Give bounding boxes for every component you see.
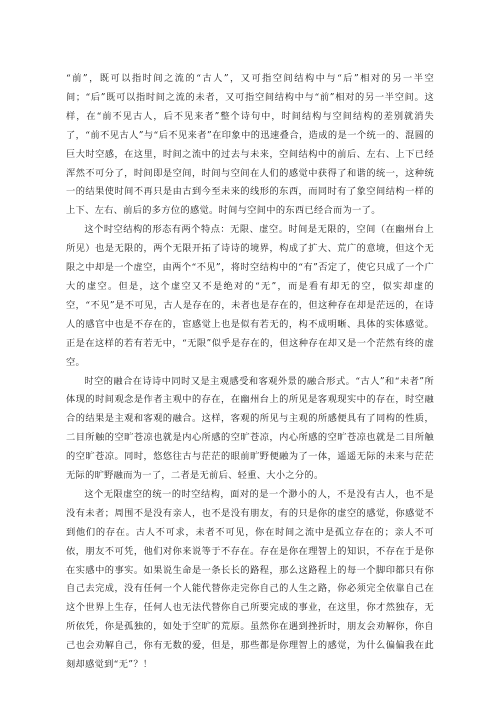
paragraph: 时空的融合在诗诗中同时又是主观感受和客观外景的融合形式。“古人”和“未者”所体现的时间观念是作者主观中的存在，在幽州台上的所见是客观现实中的存在，时空融合的结果是主观和客观的融合。这样，客观的所见与主观的所感便具有了同构的性质，二目所触的空旷苍凉也就是内心所感的空旷苍凉，内心所感的空旷苍凉也就是二目所触的空旷苍凉。同时，悠悠往古与茫茫的眼前旷野便融为了一体，遥遥无际的未来与茫茫无际的旷野融而为一了，二者是无前后、轻重、大小之分的。 bbox=[66, 375, 434, 482]
paragraph: 这个无限虚空的统一的时空结构，面对的是一个渺小的人，不是没有古人，也不是没有未者；周围不是没有亲人，也不是没有朋友，有的只是你的虚空的感觉，你感觉不到他们的存在。古人不可求，未者不可见，你在时间之流中是孤立存在的；亲人不可依，朋友不可凭，他们对你来说等于不存在。存在是你在理智上的知识，不存在于是你在实感中的事实。如果说生命是一条长长的路程，那么这路程上的每一个脚印都只有你自己去完成，没有任何一个人能代替你走完你自己的人生之路，你必须完全依靠自己在这个世界上生存，任何人也无法代替你自己所要完成的事业，在这里，你才然独存，无所依凭，你是孤独的，如处于空旷的荒原。虽然你在遇到挫折时，朋友会劝解你，你自己也会劝解自己，你有无数的爱，但是，那些都是你理智上的感觉，为什么偏偏我在此刻却感觉到“无”？！ bbox=[66, 488, 434, 671]
paragraph: 这个时空结构的形态有两个特点：无限、虚空。时间是无限的，空间（在幽州台上所见）也是无限的，两个无限开拓了诗诗的境界，构成了扩大、荒广的意境，但这个无限之中却是一个虚空，由两个“不见”，将时空结构中的“有”否定了，使它只成了一个广大的虚空。但是，这个虚空又不是绝对的“无”，而是看有却无的空，似实却虚的空，“不见”是不可见，古人是存在的，未者也是存在的，但这种存在却是茫远的，在诗人的感官中也是不存在的，宦感觉上也是似有若无的，构不成明晰、具体的实体感觉。正是在这样的若有若无中，“无限”似乎是存在的，但这种存在却又是一个茫然有终的虚空。 bbox=[66, 224, 434, 368]
document-body bbox=[66, 70, 434, 675]
paragraph: “前”，既可以指时间之流的“古人”，又可指空间结构中与“后”相对的另一半空间；“后”既可以指时间之流的未者，又可指空间结构中与“前”相对的另一半空间。这样，在“前不见古人，后不见来者”整个诗句中，时间结构与空间结构的差别就消失了，“前不见古人”与“后不见来者”在印象中的迅速叠合，造成的是一个统一的、混圆的巨大时空感，在这里，时间之流中的过去与未来，空间结构中的前后、左右、上下已经浑然不可分了，时间即是空间，时间与空间在人们的感觉中获得了和谐的统一，这种统一的结果使时间不再只是由古到今至未来的线形的东西，而同时有了象空间结构一样的上下、左右、前后的多方位的感觉。时间与空间中的东西已经合而为一了。 bbox=[66, 73, 434, 217]
